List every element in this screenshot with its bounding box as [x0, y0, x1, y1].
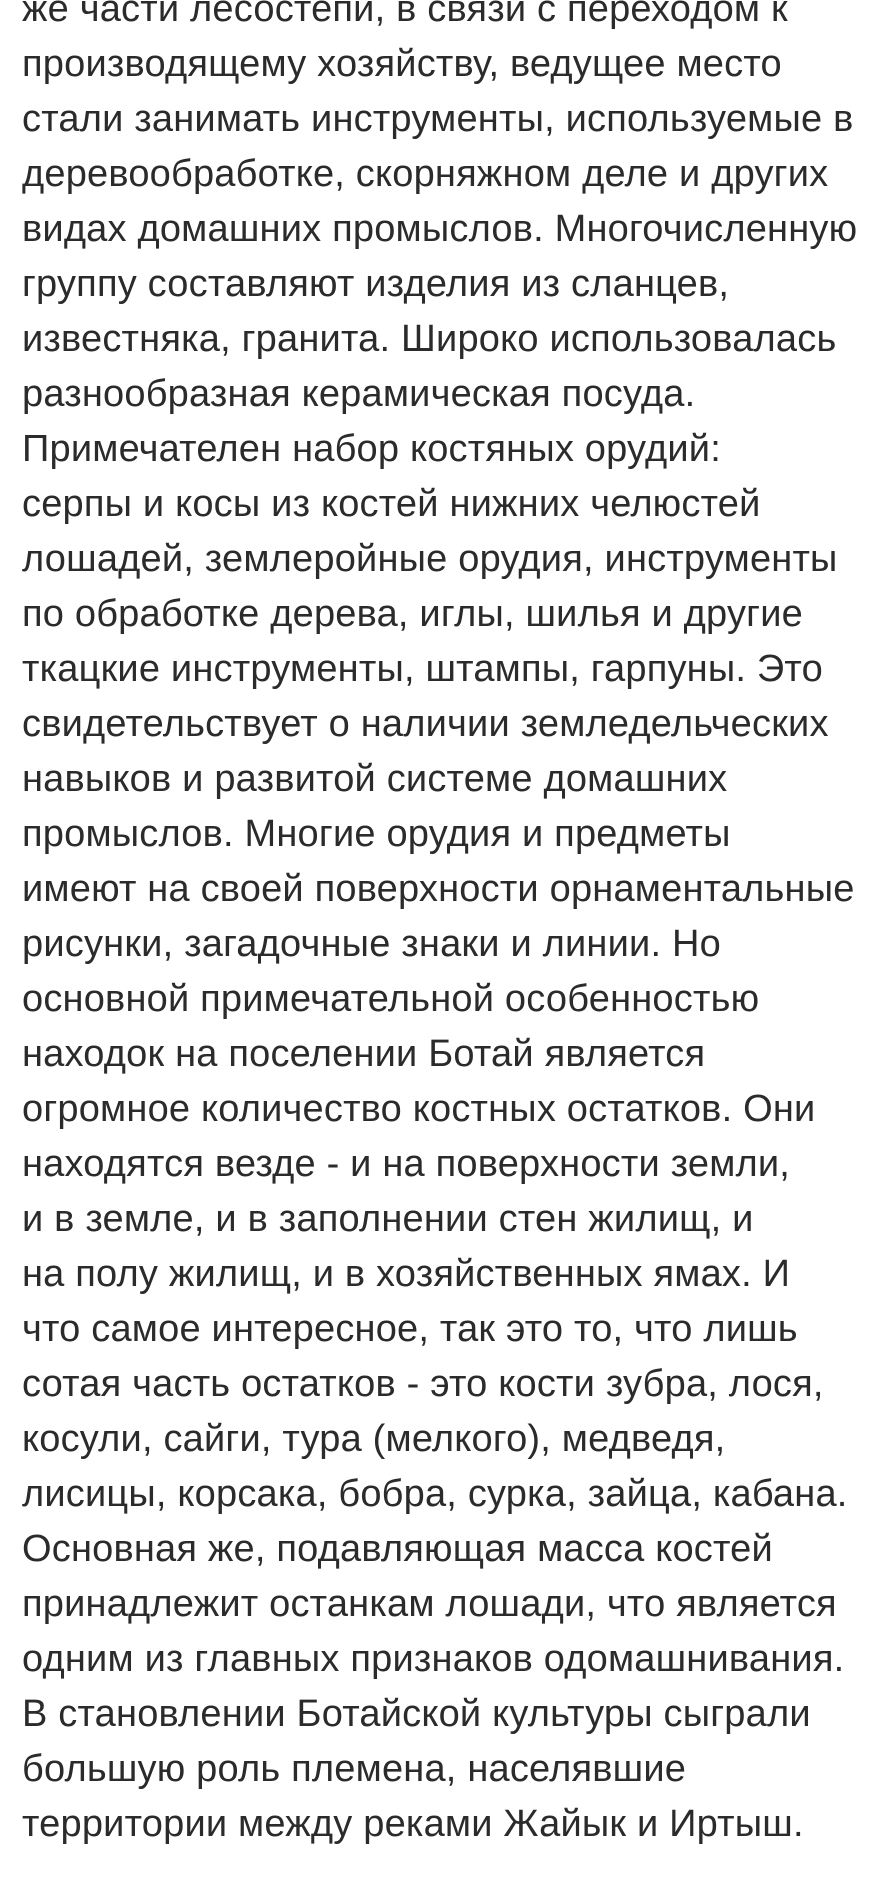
text-line: промыслов. Многие орудия и предметы [22, 813, 731, 855]
text-line: что самое интересное, так это то, что лишь [22, 1308, 798, 1350]
text-line: видах домашних промыслов. Многочисленную [22, 208, 858, 250]
text-line: принадлежит останкам лошади, что является [22, 1583, 837, 1625]
text-line: серпы и косы из костей нижних челюстей [22, 483, 761, 525]
text-line: группу составляют изделия из сланцев, [22, 263, 730, 305]
text-line: сотая часть остатков - это кости зубра, лося, [22, 1363, 824, 1405]
text-line: большую роль племена, населявшие [22, 1748, 687, 1790]
text-line: рисунки, загадочные знаки и линии. Но [22, 923, 721, 965]
text-line: находятся везде - и на поверхности земли, [22, 1143, 791, 1185]
text-line: разнообразная керамическая посуда. [22, 373, 696, 415]
text-line: Примечателен набор костяных орудий: [22, 428, 721, 470]
text-line: ткацкие инструменты, штампы, гарпуны. Это [22, 648, 823, 690]
text-line: В становлении Ботайской культуры сыграли [22, 1693, 811, 1735]
text-line: имеют на своей поверхности орнаментальные [22, 868, 855, 910]
text-line: основной примечательной особенностью [22, 978, 760, 1020]
text-line: свидетельствует о наличии земледельческих [22, 703, 829, 745]
text-line: на полу жилищ, и в хозяйственных ямах. И [22, 1253, 791, 1295]
text-line: лисицы, корсака, бобра, сурка, зайца, кабана. [22, 1473, 848, 1515]
text-line: известняка, гранита. Широко использовалась [22, 318, 837, 360]
text-line: одним из главных признаков одомашнивания. [22, 1638, 845, 1680]
text-line: по обработке дерева, иглы, шилья и другие [22, 593, 803, 635]
text-line: производящему хозяйству, ведущее место [22, 43, 782, 85]
text-line: навыков и развитой системе домашних [22, 758, 728, 800]
text-line: стали занимать инструменты, используемые в [22, 98, 854, 140]
body-text [22, 0, 896, 1852]
text-line: огромное количество костных остатков. Они [22, 1088, 816, 1130]
text-line: деревообработке, скорняжном деле и других [22, 153, 829, 195]
text-line: косули, сайги, тура (мелкого), медведя, [22, 1418, 726, 1460]
text-line: лошадей, землеройные орудия, инструменты [22, 538, 838, 580]
text-line: Основная же, подавляющая масса костей [22, 1528, 773, 1570]
text-line: и в земле, и в заполнении стен жилищ, и [22, 1198, 754, 1240]
text-line: же части лесостепи, в связи с переходом к [22, 0, 788, 30]
text-line: находок на поселении Ботай является [22, 1033, 706, 1075]
text-line: территории между реками Жайык и Иртыш. [22, 1803, 804, 1845]
